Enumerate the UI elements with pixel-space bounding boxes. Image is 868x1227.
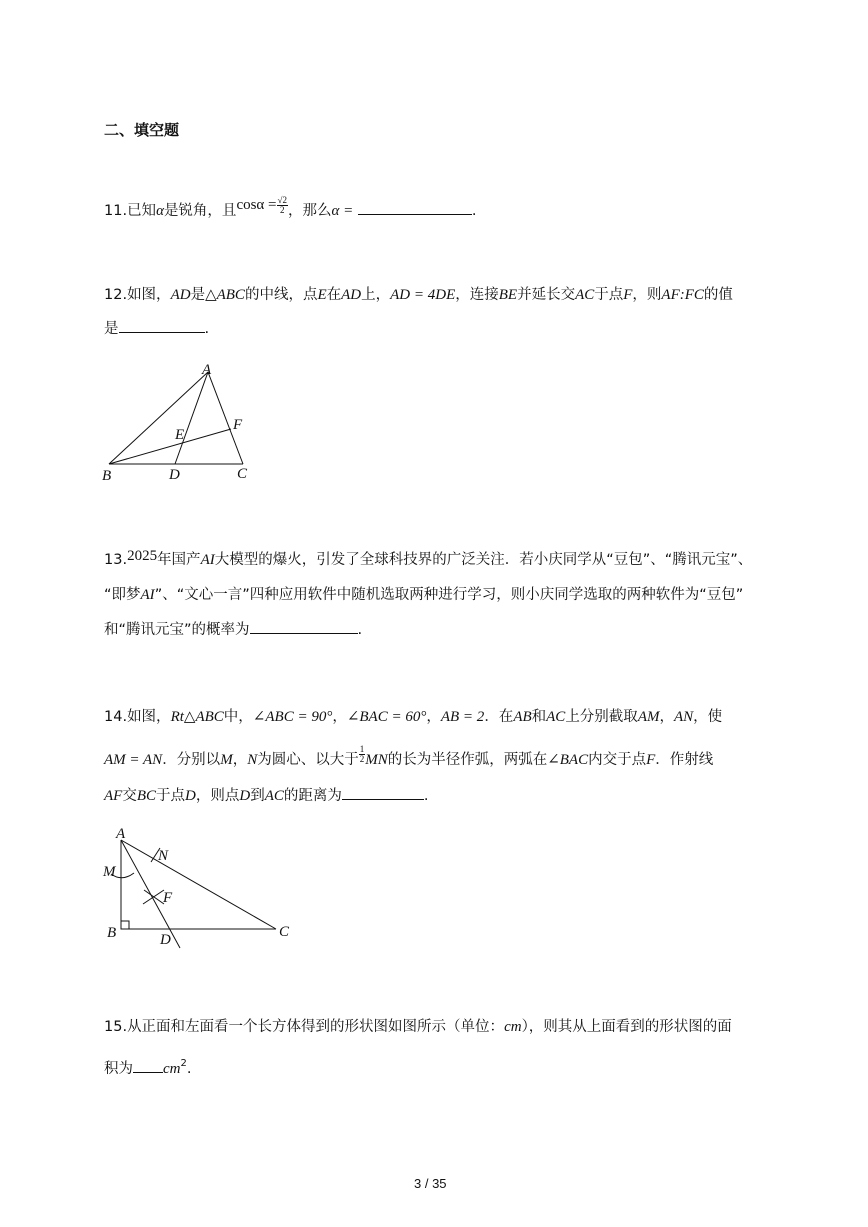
label-F: F — [233, 417, 243, 433]
answer-blank[interactable] — [342, 785, 424, 800]
line-AD — [175, 372, 208, 464]
figure-12-triangle — [98, 358, 268, 488]
section-heading: 二、填空题 — [104, 121, 180, 139]
question-number: 13. — [104, 552, 128, 568]
question-12: 12.如图，AD是△ABC的中线，点E在AD上，AD = 4DE，连接BE并延长交AC于点F，则AF:FC的值 — [104, 287, 733, 303]
answer-blank[interactable] — [133, 1058, 163, 1073]
question-13-line-2: “即梦AI”、“文心一言”四种应用软件中随机选取两种进行学习，则小庆同学选取的两种软件为“豆包” — [104, 587, 744, 603]
right-angle-mark — [121, 921, 129, 929]
fraction: $\frac{√2}{2}$ — [277, 194, 287, 215]
question-13: 13.2025年国产AI大模型的爆火，引发了全球科技界的广泛关注．若小庆同学从“豆包”、“腾讯元宝”、 — [104, 548, 753, 568]
fraction-half: $\frac{1}{2}$ — [359, 743, 365, 764]
question-13-line-3: 和“腾讯元宝”的概率为 . — [104, 619, 362, 640]
question-number: 12. — [104, 287, 128, 303]
page-number: 3 / 35 — [414, 1176, 447, 1191]
label-N: N — [158, 848, 169, 864]
figure-14-right-triangle — [98, 822, 308, 952]
question-number: 15. — [104, 1019, 128, 1035]
label-D: D — [169, 467, 180, 483]
label-C: C — [237, 466, 248, 482]
answer-blank[interactable] — [250, 619, 358, 634]
label-E: E — [175, 427, 185, 443]
answer-blank[interactable] — [358, 200, 472, 215]
question-15: 15.从正面和左面看一个长方体得到的形状图如图所示（单位：cm），则其从上面看到的形状图的面 — [104, 1019, 732, 1035]
question-11: 11.已知α是锐角，且cosα = $\frac{√2}{2}$ ，那么α = . — [104, 194, 477, 219]
question-14-line-3: AF交BC于点D，则点D到AC的距离为 . — [104, 785, 428, 806]
label-A: A — [116, 826, 126, 842]
label-A: A — [202, 362, 212, 378]
line-AC — [121, 840, 276, 929]
label-D: D — [160, 932, 171, 948]
question-14: 14.如图，Rt△ABC中，∠ABC = 90°，∠BAC = 60°，AB = 2．在AB和AC上分别截取AM，AN，使 — [104, 709, 723, 725]
answer-blank[interactable] — [119, 318, 205, 333]
question-number: 11. — [104, 203, 128, 219]
question-12-line-2: 是 . — [104, 318, 209, 339]
question-15-line-2: 积为 $cm^2$. — [104, 1058, 192, 1077]
label-B: B — [107, 925, 117, 941]
label-M: M — [103, 864, 116, 880]
label-C: C — [279, 924, 290, 940]
label-F: F — [163, 890, 173, 906]
question-number: 14. — [104, 709, 128, 725]
question-14-line-2: AM = AN．分别以M，N为圆心、以大于 $\frac{1}{2}$ MN的长为半径作弧，两弧在∠BAC内交于点F．作射线 — [104, 743, 714, 768]
label-B: B — [102, 468, 112, 484]
